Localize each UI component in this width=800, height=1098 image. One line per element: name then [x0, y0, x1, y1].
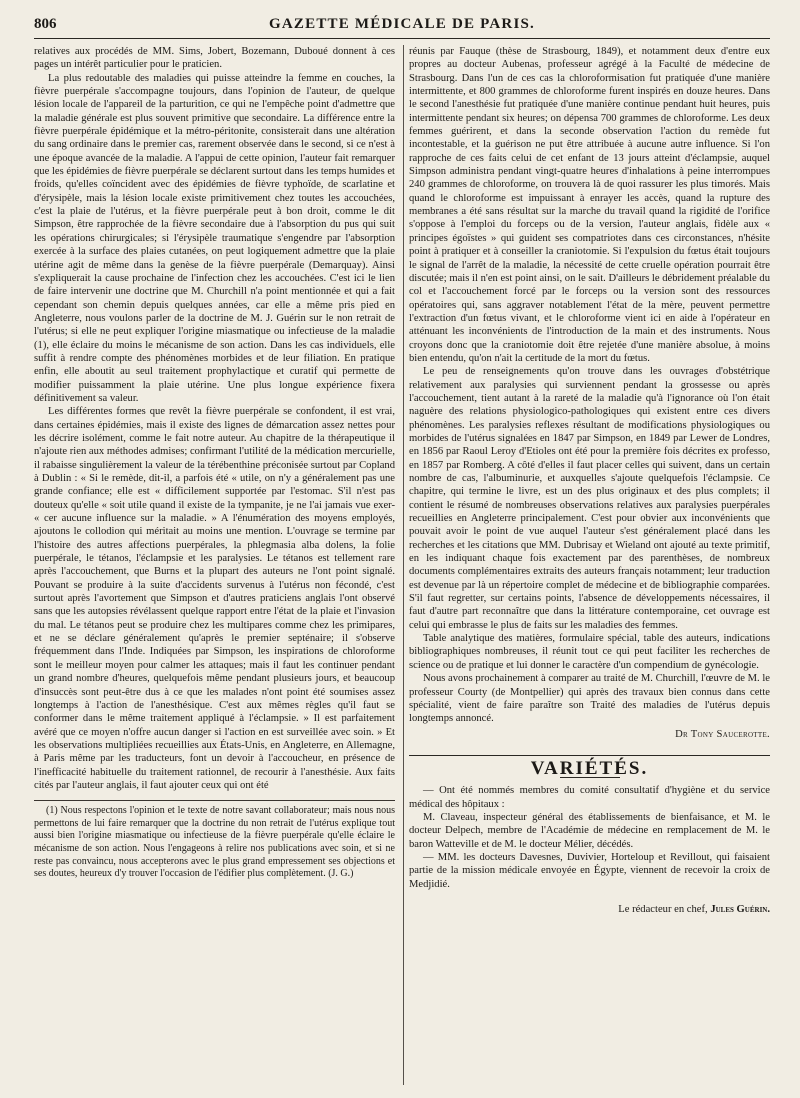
paragraph: Table analytique des matières, formulaire spécial, table des auteurs, indications bibliographiques nombreuses, il réunit tout ce qui peut faciliter les recherches de science ou de pratique et lui donner le caractère d'un compendium de gynécologie.	[409, 633, 770, 671]
columns	[34, 45, 770, 1091]
page-header	[34, 14, 770, 39]
left-column	[34, 45, 395, 1091]
editor-signature	[409, 903, 770, 916]
editor-label: Le rédacteur en chef,	[618, 903, 708, 915]
right-column	[409, 45, 770, 1091]
paragraph: La plus redoutable des maladies qui puisse atteindre la femme en couches, la fièvre puerpérale s'accompagne toujours, dans l'opinion de l'auteur, de quelque lésion locale de l'appareil de la parturition, ce qui ne l'empêche point d'admettre que la maladie générale est plus souvent primitive que secondaire. La différence entre la fièvre puerpérale épidémique et la métro-péritonite, consisterait dans une altération du sang ordinaire dans le premier cas, rarement observée dans le second, si ce n'est à une époque avancée de la maladie. A l'appui de cette opinion, l'auteur fait remarquer que les épidémies de fièvre puerpérale se déclarent surtout dans les temps humides et froids, qu'elles coïncident avec des épidémies de fièvre typhoïde, de scarlatine et d'érysipèle, mais la lésion locale existe primitivement chez toutes les accouchées, c'est la plaie de l'utérus, et la fièvre puerpérale peut à bon droit, comme le dit Simpson, être rapprochée de la fièvre secondaire due à l'absorption du pus qui suit les opérations chirurgicales; si l'érysipèle traumatique s'engendre par l'absorption exercée à la surface des plaies cutanées, on peut logiquement admettre que la plaie utérine agit de même dans la genèse de la fièvre puerpérale (Demarquay). Ainsi s'expliquerait la cause prochaine de l'infection chez les accouchées. C'est ici le lien de faire intervenir une doctrine que M. Churchill n'a point mentionnée et qui a fait cependant son chemin depuis quelques années, car elle a même pris pied en Angleterre, nous voulons parler de la doctrine de M. J. Guérin sur le non retrait de l'utérus; si elle ne peut expliquer l'origine miasmatique ou infectieuse de la maladie (1), elle éclaire du moins le mécanisme de son action. Dans les cas individuels, elle suffit à rendre compte des phénomènes morbides et de leur filiation. En pratique enfin, elle aboutit au seul traitement prophylactique et curatif qui permette de modifier puissamment la plaie utérine. Une plus longue expérience fixera définitivement sa valeur.	[34, 72, 395, 404]
news-item: — MM. les docteurs Davesnes, Duvivier, Horteloup et Revillout, qui faisaient partie de la mission médicale envoyée en Égypte, viennent de recevoir la croix de Medjidié.	[409, 851, 770, 890]
paragraph: relatives aux procédés de MM. Sims, Jobert, Bozemann, Duboué donnent à ces pages un intérêt particulier pour le praticien.	[34, 46, 395, 71]
page-number: 806	[34, 16, 57, 32]
footnote: (1) Nous respectons l'opinion et le texte de notre savant collaborateur; mais nous nous permettons de lui faire remarquer que la doctrine du non retrait de l'utérus explique tout aussi bien l'origine miasmatique ou infectieuse de la fièvre puerpérale qu'elle éclaire le mécanisme de son action. Nous l'engageons à relire nos publications avec soin, et si ne reste pas convaincu, nous accepterons avec le plus grand empressement ses objections et ses doutes, heureux d'y trouver l'occasion de l'édifier plus complètement. (J. G.)	[34, 805, 395, 880]
author-signature: Dr Tony Saucerotte.	[675, 728, 770, 740]
news-item: — Ont été nommés membres du comité consultatif d'hygiène et du service médical des hôpitaux :	[409, 785, 770, 810]
editor-name: Jules Guérin.	[710, 903, 770, 915]
section-title: VARIÉTÉS.	[409, 755, 770, 775]
paragraph: Nous avons prochainement à comparer au traité de M. Churchill, l'œuvre de M. le professeur Courty (de Montpellier) qui après des travaux bien connus dans cette spécialité, vient de faire paraître son Traité des maladies de l'utérus depuis longtemps annoncé.	[409, 673, 770, 725]
footnote-block	[34, 800, 395, 881]
news-item: M. Claveau, inspecteur général des établissements de bienfaisance, et M. le docteur Delpech, membre de l'Académie de médecine en remplacement de M. le baron Watteville et de M. le docteur Mélier, décédés.	[409, 811, 770, 850]
paragraph: Le peu de renseignements qu'on trouve dans les ouvrages d'obstétrique relativement aux paralysies qui surviennent pendant la grossesse ou après l'accouchement, tient autant à la rareté de la maladie qu'à l'ignorance où l'on était naguère des relations physiologico-pathologiques qui existent entre ces divers phénomènes. Les paralysies reflexes résultant de modifications physiologiques ou morbides de l'utérus signalées en 1847 par Simpson, en 1849 par Lewer de Londres, en 1856 par Raoul Leroy d'Etioles ont été pour la première fois décrites ex professo, en 1857 par Romberg. A côté d'elles il faut placer celles qui suivent, dans un certain nombre de cas, l'albuminurie, et auxquelles s'ajoute quelquefois l'éclampsie. Ce chapitre, qui termine le livre, est un des plus originaux et des plus complets; il contient le résumé de nombreuses observations relatives aux paralysies puerpérales recueillies en Angleterre principalement. C'est pour obvier aux inconvénients que pouvait avoir le point de vue auquel l'auteur s'est généralement placé dans les recherches et les citations que MM. Dubrisay et Wieland ont ajouté au texte primitif, en les indiquant chaque fois exactement par des parenthèses, de nombreux documents complémentaires extraits des auteurs français notamment; leur traduction est devenue par là un répertoire complet de médecine et de bibliographie comparées. S'il faut regretter, sur certains points, l'absence de développements nécessaires, il faut d'autre part reconnaître que dans la littérature contemporaine, cet ouvrage est celui qui embrasse le plus de faits sur les maladies des femmes.	[409, 366, 770, 631]
paragraph: Les différentes formes que revêt la fièvre puerpérale se confondent, il est vrai, dans certaines épidémies, mais il existe des lignes de démarcation assez nettes pour les décrire isolément, comme le fait notre auteur. Au chapitre de la thérapeutique il n'ajoute rien aux méthodes admises; confirmant l'utilité de la médication mercurielle, il rabaisse singulièrement la valeur de la térébenthine préconisée surtout par Copland à Dublin : « Si le remède, dit-il, a parfois été « utile, on n'y a généralement pas une grande confiance; elle est « difficilement supportée par l'estomac. S'il n'est pas douteux qu'elle « soit utile quand il existe de la tympanite, je ne l'ai jamais vue exer- « cer aucune influence sur la maladie. » A l'énumération des moyens employés, ajoutons le collodion qui méritait au moins une mention. L'ouvrage se termine par l'histoire des autres affections puerpérales, la phlegmasia alba dolens, la folie puerpérale, le tétanos, l'éclampsie et les paralysies. Le tétanos est tellement rare après l'accouchement, que Burns et la plupart des auteurs ne l'ont point signalé. Pouvant se produire à la suite d'accidents survenus à l'utérus non fécondé, c'est surtout après l'avortement que Simpson et d'autres praticiens anglais l'ont observé sans que les autopsies révélassent quelque rapport entre l'état de la plaie et l'invasion du mal. Le tétanos peut se produire chez les multipares comme chez les primipares, et ne se déclare généralement qu'après le premier septénaire; il s'observe fréquemment dans l'Inde. Indiquées par Simpson, les inspirations de chloroforme sont le meilleur moyen pour calmer les attaques; mais il faut les continuer pendant un grand nombre d'heures, quelquefois même pendant plusieurs jours, et beaucoup d'insuccès sont peut-être dus à ce que les malades n'ont point été soumises assez longtemps à l'action de l'anesthésique. C'est aux mêmes règles qu'il faut se conformer dans le même traitement appliqué à l'éclampsie. » Il est parfaitement avéré que ce moyen n'offre aucun danger si l'action en est surveillée avec soin. » Et les observations multipliées recueillies aux États-Unis, en Angleterre, en Allemagne, à Paris même par les traducteurs, font un devoir à l'accoucheur, en présence de l'inefficacité habituelle du traitement rationnel, de recourir à l'anesthésie. Aux faits cités par l'auteur anglais, il faut ajouter ceux qui ont été	[34, 406, 395, 791]
journal-title: GAZETTE MÉDICALE DE PARIS.	[269, 16, 535, 32]
paragraph: réunis par Fauque (thèse de Strasbourg, 1849), et notamment deux d'entre eux propres au docteur Aubenas, professeur agrégé à la Faculté de médecine de Strasbourg. Dans l'un de ces cas la chloroformisation fut pratiquée d'une manière intermittente, et 800 grammes de chloroforme furent inspirés en douze heures. Dans le second l'anesthésie fut pratiquée d'une manière continue pendant huit heures, puis intermittente pendant six heures; on dépensa 700 grammes de chloroforme. Les deux femmes guérirent, et dans la seconde observation l'action du remède fut incontestable, et la guérison ne put être attribuée à aucune autre influence. Si l'on rapproche de ces faits celui de cet enfant de 13 jours atteint d'éclampsie, auquel Simpson administra pendant vingt-quatre heures d'inhalations à peine interrompues 240 grammes de chloroforme, on trouvera là de quoi rassurer les plus timorés. Mais quand le chloroforme est impuissant à enrayer les accès, quand la rupture des membranes a été sans résultat sur la marche du travail quand la rigidité de l'orifice s'oppose à l'emploi du forceps ou de la version, l'auteur anglais, fidèle aux « principes égoïstes » qui guident ses compatriotes dans ces circonstances, n'hésite point à pratiquer et à conseiller la craniotomie. Si l'expulsion du fœtus était toujours le signal de l'arrêt de la maladie, la nécessité de cette cruelle opération pourrait être discutée; mais il n'en est point ainsi, on le sait. D'ailleurs le débridement préalable du col et l'accouchement forcé par le forceps ou la version sont des ressources opératoires qui, sans aggraver notablement l'état de la mère, peuvent permettre l'extraction d'un fœtus vivant, et le chloroforme vient ici en aide à l'opérateur en atténuant les inconvénients de l'introduction de la main et des instruments. Nous croyons donc que la craniotomie doit être rejetée d'une manière absolue, à moins bien entendu, qu'on n'ait la certitude de la mort du fœtus.	[409, 46, 770, 364]
column-divider	[403, 45, 404, 1085]
